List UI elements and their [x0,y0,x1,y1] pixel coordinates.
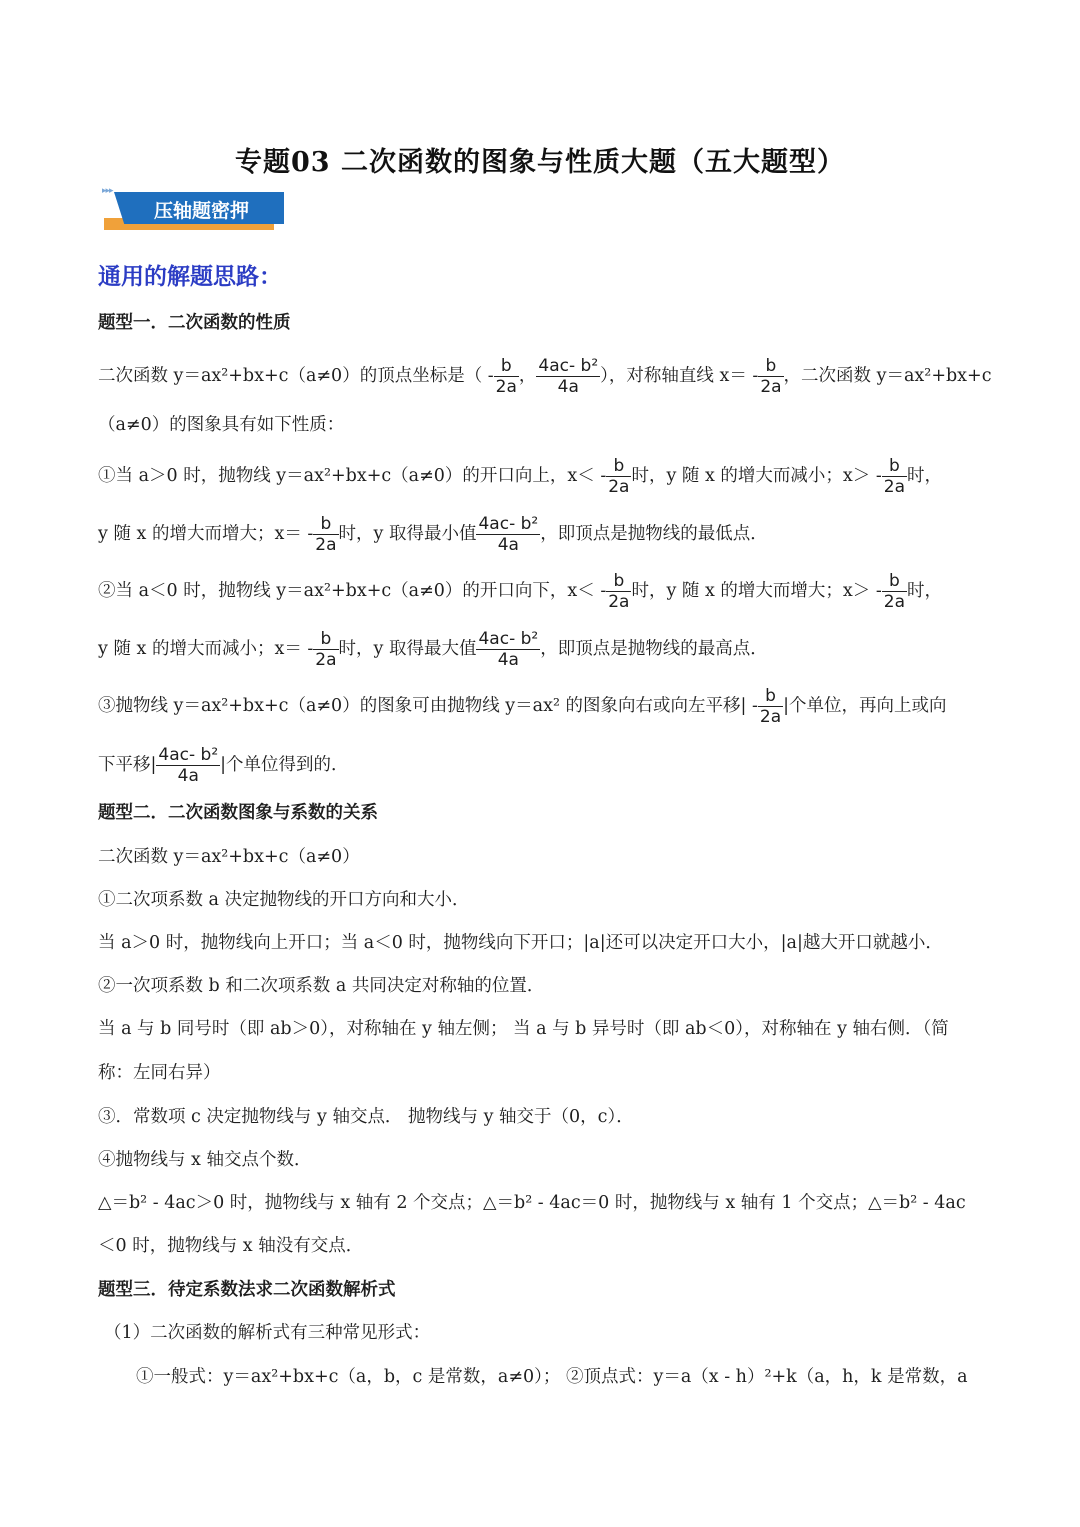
section-heading: 通用的解题思路： [98,263,282,290]
fraction-numerator: b [882,456,907,477]
fraction-denominator: 2a [883,477,905,497]
fraction-numerator: b [606,571,631,592]
text-span: y 随 x 的增大而增大；x＝ - [98,524,314,544]
page-title: 专题03 二次函数的图象与性质大题（五大题型） [235,147,845,178]
fraction-denominator: 2a [315,535,337,555]
text-span: 时， [907,466,942,486]
fraction [476,514,540,555]
fraction-denominator: 4a [497,650,519,670]
fraction-denominator: 2a [495,377,517,397]
type2-line10: ＜0 时，抛物线与 x 轴没有交点． [98,1236,364,1256]
type2-line3: 当 a＞0 时，抛物线向上开口；当 a＜0 时，抛物线向下开口；|a|还可以决定开口大小，|a|越大开口就越小． [98,933,943,953]
type1-intro-c: ，二次函数 y＝ax²+bx+c [783,366,992,386]
fraction-denominator: 2a [608,477,630,497]
text-span: ，即顶点是抛物线的最高点． [540,639,768,659]
text-span: |个单位得到的． [220,755,349,775]
fraction-numerator: 4ac- b² [478,514,539,534]
text-span: 时，y 随 x 的增大而减小；x＞ - [631,466,882,486]
fraction-numerator: b [882,571,907,592]
text-span: 下平移| [98,755,157,775]
text-span: 时，y 取得最小值 [338,524,477,544]
fraction-numerator: 4ac- b² [158,745,219,765]
text-span: 时，y 取得最大值 [338,639,477,659]
type1-intro-a: 二次函数 y＝ax²+bx+c（a≠0）的顶点坐标是（ - [98,366,494,386]
fraction-numerator: b [758,356,783,377]
text-span: ①当 a＞0 时，抛物线 y＝ax²+bx+c（a≠0）的开口向上，x＜ - [98,466,607,486]
fraction-numerator: b [494,356,519,377]
type2-line9: △＝b² - 4ac＞0 时，抛物线与 x 轴有 2 个交点；△＝b² - 4ac＝0 时，抛物线与 x 轴有 1 个交点；△＝b² - 4ac [98,1193,966,1213]
text-span: ，即顶点是抛物线的最低点． [540,524,768,544]
type1-p1-line2 [98,514,768,555]
type1-intro-line2: （a≠0）的图象具有如下性质： [98,415,345,435]
fraction-numerator: b [313,514,338,535]
type2-line8: ④抛物线与 x 轴交点个数． [98,1150,312,1170]
fraction-denominator: 2a [883,592,905,612]
type3-heading: 题型三．待定系数法求二次函数解析式 [98,1280,396,1300]
type2-line2: ①二次项系数 a 决定抛物线的开口方向和大小． [98,890,470,910]
badge-label: 压轴题密押 [154,200,250,222]
fraction [313,514,338,555]
type2-line4: ②一次项系数 b 和二次项系数 a 共同决定对称轴的位置． [98,976,545,996]
fraction-denominator: 4a [557,377,579,397]
type2-line6: 称：左同右异） [98,1063,221,1083]
fraction-denominator: 2a [759,707,782,727]
text-span: 时， [907,581,942,601]
type2-line1: 二次函数 y＝ax²+bx+c（a≠0） [98,847,360,867]
fraction [758,686,783,727]
fraction-numerator: b [313,629,338,650]
fraction [606,456,631,497]
fraction [882,571,907,612]
fraction [758,356,783,397]
text-span: ②当 a＜0 时，抛物线 y＝ax²+bx+c（a≠0）的开口向下，x＜ - [98,581,607,601]
type3-line1: （1）二次函数的解析式有三种常见形式： [104,1323,431,1343]
text-span: ③抛物线 y＝ax²+bx+c（a≠0）的图象可由抛物线 y＝ax² 的图象向右或向左平移| - [98,696,758,716]
type1-p2-line2 [98,629,768,670]
fraction-denominator: 2a [608,592,630,612]
fraction [313,629,338,670]
type1-p3-line2 [98,745,349,786]
type2-heading: 题型二．二次函数图象与系数的关系 [98,803,378,823]
fraction-numerator: b [606,456,631,477]
type1-intro: 二次函数 y＝ax²+bx+c（a≠0）的顶点坐标是（ - $\frac{b}{2a}$ ， $\frac{\text{4ac- b²}}{4a}$ ），对称轴直线 x＝ - $\frac{b}{2a}$ ，二次函数 y＝ax²+bx+c [98,356,992,397]
fraction [476,629,540,670]
fraction-denominator: 4a [497,535,519,555]
type1-p1 [98,456,942,497]
fraction-numerator: 4ac- b² [478,629,539,649]
fraction [494,356,519,397]
fraction-numerator: b [758,686,783,707]
fraction-numerator: 4ac- b² [538,356,599,376]
text-span: 时，y 随 x 的增大而增大；x＞ - [631,581,882,601]
fraction-denominator: 4a [177,766,199,786]
arrows-icon: ▸▸▸ [102,186,113,196]
type1-intro-b: ），对称轴直线 x＝ - [600,366,759,386]
type3-line2: ①一般式：y＝ax²+bx+c（a，b，c 是常数，a≠0）； ②顶点式：y＝a（x - h）²+k（a，h，k 是常数，a [136,1367,968,1387]
fraction [536,356,600,397]
fraction [156,745,220,786]
fraction-denominator: 2a [315,650,337,670]
type1-p2 [98,571,942,612]
type1-p3 [98,686,947,727]
text-span: y 随 x 的增大而减小；x＝ - [98,639,314,659]
fraction [882,456,907,497]
type2-line7: ③．常数项 c 决定抛物线与 y 轴交点． 抛物线与 y 轴交于（0，c）． [98,1107,634,1127]
section-badge [102,186,279,236]
fraction-denominator: 2a [760,377,782,397]
type2-line5: 当 a 与 b 同号时（即 ab＞0），对称轴在 y 轴左侧； 当 a 与 b 异号时（即 ab＜0），对称轴在 y 轴右侧．（简 [98,1019,949,1039]
text-span: |个单位，再向上或向 [783,696,947,716]
type1-heading: 题型一．二次函数的性质 [98,313,291,333]
fraction [606,571,631,612]
